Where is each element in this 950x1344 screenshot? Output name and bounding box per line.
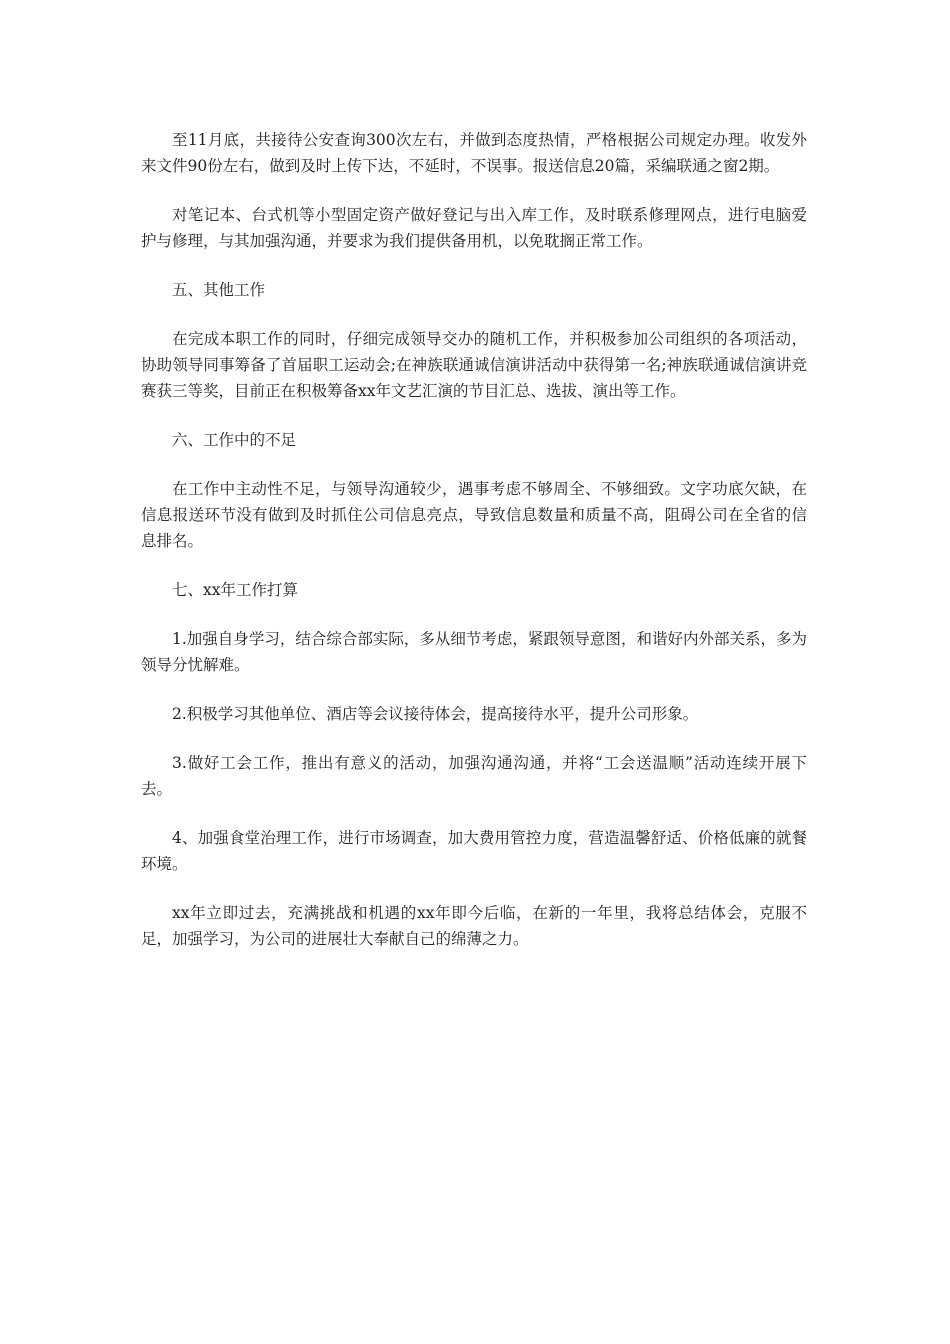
paragraph-other-work: 在完成本职工作的同时，仔细完成领导交办的随机工作，并积极参加公司组织的各项活动，协助领导同事筹备了首届职工运动会;在神族联通诚信演讲活动中获得第一名;神族联通诚信演讲竞赛获三等奖，目前正在积极筹备xx年文艺汇演的节目汇总、选拔、演出等工作。 (141, 330, 807, 400)
section-heading-shortcomings: 六、工作中的不足 (172, 431, 297, 449)
document-body (141, 127, 807, 975)
plan-item-2: 2.积极学习其他单位、酒店等会议接待体会，提高接待水平，提升公司形象。 (172, 705, 699, 723)
plan-item-3: 3.做好工会工作，推出有意义的活动，加强沟通沟通，并将“工会送温顺”活动连续开展下去。 (141, 754, 807, 798)
plan-item-1: 1.加强自身学习，结合综合部实际，多从细节考虑，紧跟领导意图，和谐好内外部关系，多为领导分忧解难。 (141, 630, 807, 674)
plan-item-4: 4、加强食堂治理工作，进行市场调查，加大费用管控力度，营造温馨舒适、价格低廉的就餐环境。 (141, 829, 807, 873)
paragraph-inquiries-documents: 至11月底，共接待公安查询300次左右，并做到态度热情，严格根据公司规定办理。收发外来文件90份左右，做到及时上传下达，不延时，不误事。报送信息20篇，采编联通之窗2期。 (141, 131, 807, 175)
paragraph-closing: xx年立即过去，充满挑战和机遇的xx年即今后临，在新的一年里，我将总结体会，克服不足，加强学习，为公司的进展壮大奉献自己的绵薄之力。 (141, 904, 807, 948)
section-heading-other-work: 五、其他工作 (172, 281, 266, 299)
paragraph-fixed-assets: 对笔记本、台式机等小型固定资产做好登记与出入库工作，及时联系修理网点，进行电脑爱护与修理，与其加强沟通，并要求为我们提供备用机，以免耽搁正常工作。 (141, 206, 807, 250)
section-heading-work-plan: 七、xx年工作打算 (172, 581, 298, 599)
paragraph-shortcomings: 在工作中主动性不足，与领导沟通较少，遇事考虑不够周全、不够细致。文字功底欠缺，在信息报送环节没有做到及时抓住公司信息亮点，导致信息数量和质量不高，阻碍公司在全省的信息排名。 (141, 480, 807, 550)
